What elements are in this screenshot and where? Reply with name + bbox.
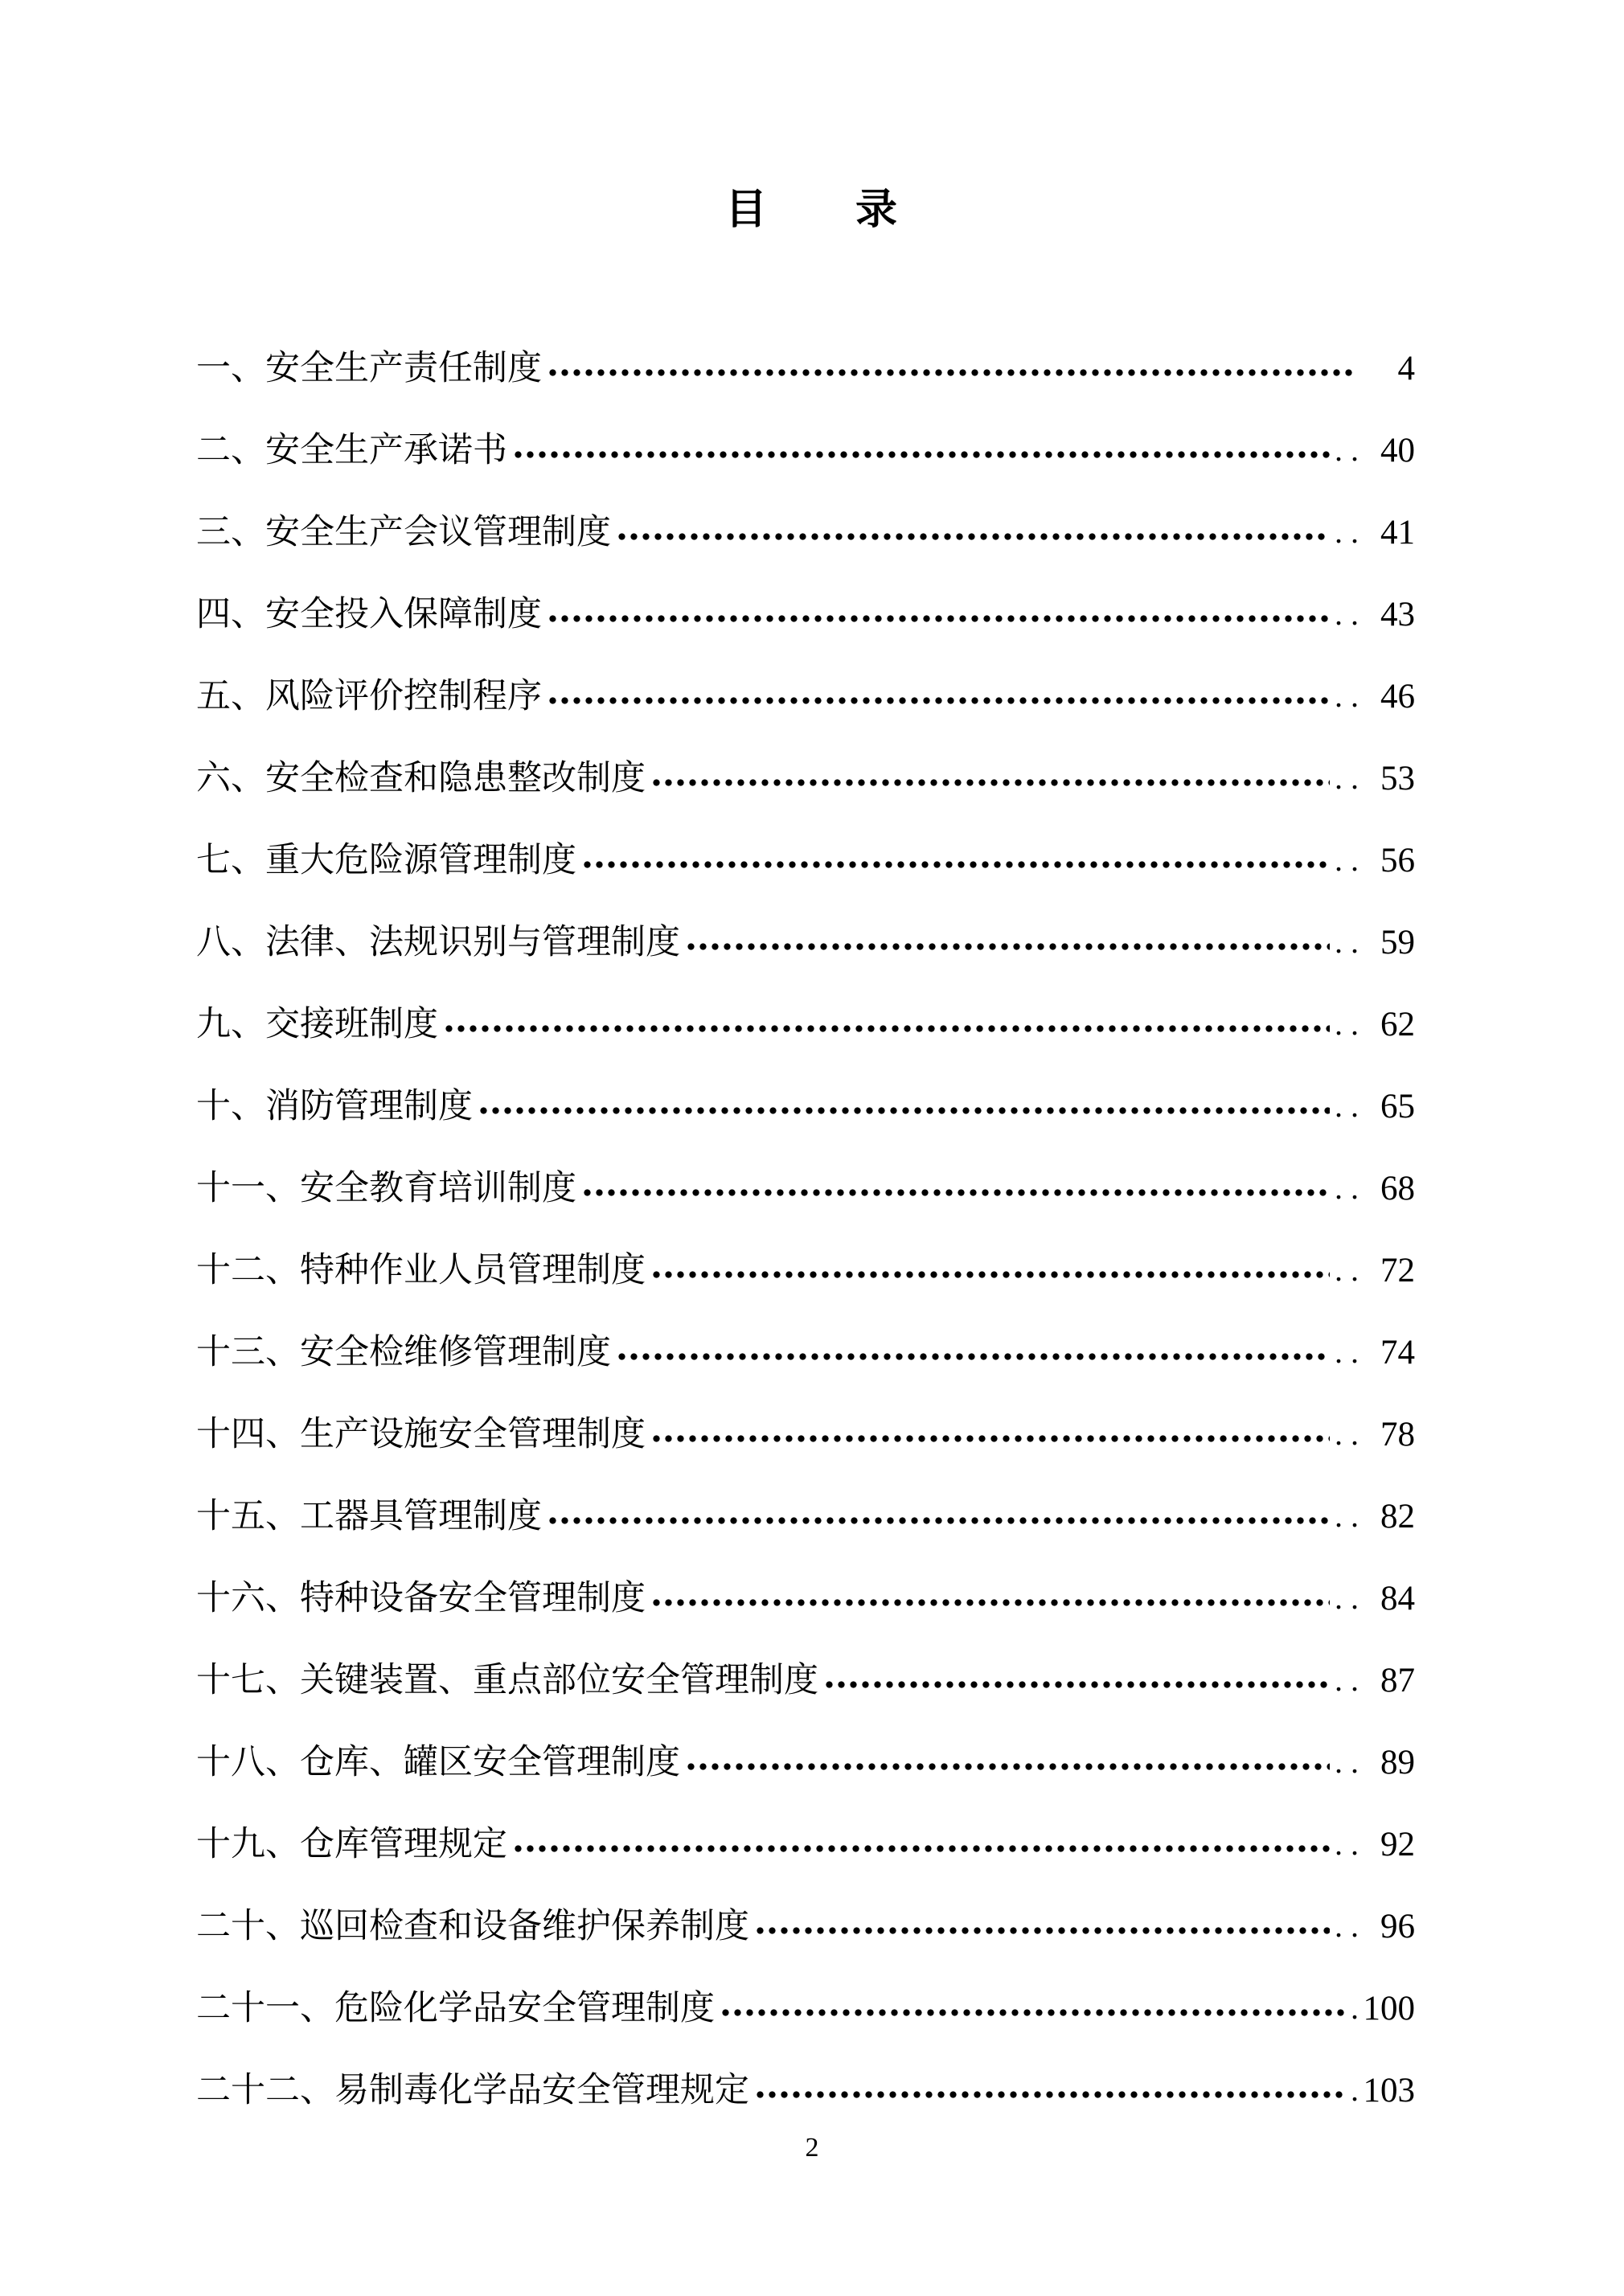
toc-entry-label[interactable]: 三、安全生产会议管理制度: [196, 513, 611, 551]
toc-suffix-dots: . .: [1335, 924, 1359, 960]
toc-suffix-dots: . .: [1335, 760, 1359, 796]
toc-page-number[interactable]: 43: [1380, 595, 1415, 633]
dot-leader: [616, 532, 1330, 541]
toc-entry-label[interactable]: 十七、关键装置、重点部位安全管理制度: [196, 1661, 818, 1699]
toc-entry-label[interactable]: 二、安全生产承诺书: [196, 431, 507, 469]
dot-leader: [650, 1598, 1330, 1607]
toc-page-number[interactable]: 65: [1380, 1087, 1415, 1125]
toc-row[interactable]: [196, 2049, 1415, 2131]
toc-entry-label[interactable]: 十六、特种设备安全管理制度: [196, 1579, 646, 1617]
dot-leader: [720, 2008, 1346, 2017]
toc-suffix-dots: . .: [1335, 1006, 1359, 1042]
toc-entry-label[interactable]: 二十二、易制毒化学品安全管理规定: [196, 2071, 749, 2109]
dot-leader: [512, 1844, 1330, 1853]
toc-suffix-dots: .: [1351, 1990, 1359, 2026]
toc-entry-label[interactable]: 十五、工器具管理制度: [196, 1497, 542, 1535]
toc-page-number[interactable]: 59: [1380, 923, 1415, 961]
dot-leader: [547, 1516, 1330, 1525]
toc-entry-label[interactable]: 九、交接班制度: [196, 1005, 438, 1043]
toc-page-number[interactable]: 100: [1363, 1989, 1415, 2027]
toc-entry-label[interactable]: 十八、仓库、罐区安全管理制度: [196, 1743, 680, 1781]
toc-row[interactable]: [196, 1065, 1415, 1147]
dot-leader: [650, 778, 1330, 787]
toc-page-number[interactable]: 72: [1380, 1251, 1415, 1289]
toc-suffix-dots: . .: [1335, 1252, 1359, 1288]
toc-suffix-dots: .: [1351, 2072, 1359, 2108]
toc-suffix-dots: . .: [1335, 842, 1359, 878]
toc-suffix-dots: . .: [1335, 1334, 1359, 1370]
toc-row[interactable]: [196, 1229, 1415, 1311]
toc-suffix-dots: . .: [1335, 1580, 1359, 1616]
toc-suffix-dots: . .: [1335, 596, 1359, 632]
dot-leader: [547, 614, 1330, 623]
toc-suffix-dots: . .: [1335, 1498, 1359, 1534]
dot-leader: [685, 942, 1330, 951]
toc-entry-label[interactable]: 十九、仓库管理规定: [196, 1825, 507, 1863]
dot-leader: [478, 1106, 1330, 1115]
toc-row[interactable]: [196, 327, 1415, 409]
toc-page-number[interactable]: 92: [1380, 1825, 1415, 1863]
toc-entry-label[interactable]: 五、风险评价控制程序: [196, 677, 542, 715]
toc-page-number[interactable]: 46: [1380, 677, 1415, 715]
toc-row[interactable]: [196, 1639, 1415, 1721]
toc-row[interactable]: [196, 1475, 1415, 1557]
toc-suffix-dots: . .: [1335, 1088, 1359, 1124]
dot-leader: [512, 450, 1330, 459]
toc-row[interactable]: [196, 901, 1415, 983]
toc-entry-label[interactable]: 二十、巡回检查和设备维护保养制度: [196, 1907, 749, 1945]
toc-entry-label[interactable]: 十、消防管理制度: [196, 1087, 473, 1125]
toc-row[interactable]: [196, 1311, 1415, 1393]
toc-page-number[interactable]: 40: [1380, 431, 1415, 469]
dot-leader: [650, 1434, 1330, 1443]
toc-entry-label[interactable]: 十三、安全检维修管理制度: [196, 1333, 611, 1371]
toc-row[interactable]: [196, 1967, 1415, 2049]
toc-row[interactable]: [196, 1147, 1415, 1229]
dot-leader: [685, 1762, 1330, 1771]
toc-page-number[interactable]: 84: [1380, 1579, 1415, 1617]
dot-leader: [443, 1024, 1330, 1033]
dot-leader: [823, 1680, 1330, 1689]
dot-leader: [547, 368, 1354, 377]
toc-suffix-dots: . .: [1335, 1744, 1359, 1780]
dot-leader: [581, 860, 1330, 869]
toc-suffix-dots: . .: [1335, 1908, 1359, 1944]
toc-entry-label[interactable]: 二十一、危险化学品安全管理制度: [196, 1989, 715, 2027]
toc-row[interactable]: [196, 1721, 1415, 1803]
toc-entry-label[interactable]: 十四、生产设施安全管理制度: [196, 1415, 646, 1453]
toc-row[interactable]: [196, 655, 1415, 737]
toc-suffix-dots: . .: [1335, 1826, 1359, 1862]
toc-row[interactable]: [196, 1803, 1415, 1885]
toc-entry-label[interactable]: 一、安全生产责任制度: [196, 349, 542, 387]
toc-suffix-dots: . .: [1335, 1416, 1359, 1452]
toc-page-number[interactable]: 103: [1363, 2071, 1415, 2109]
toc-suffix-dots: . .: [1335, 514, 1359, 550]
toc-row[interactable]: [196, 819, 1415, 901]
toc-entry-label[interactable]: 十一、安全教育培训制度: [196, 1169, 576, 1207]
toc-page-number[interactable]: 56: [1380, 841, 1415, 879]
toc-page-number[interactable]: 68: [1380, 1169, 1415, 1207]
dot-leader: [547, 696, 1330, 705]
toc-page-number[interactable]: 62: [1380, 1005, 1415, 1043]
table-of-contents: [196, 327, 1415, 2131]
toc-suffix-dots: . .: [1335, 678, 1359, 714]
toc-entry-label[interactable]: 四、安全投入保障制度: [196, 595, 542, 633]
toc-suffix-dots: . .: [1335, 1170, 1359, 1206]
dot-leader: [754, 1926, 1330, 1935]
toc-page-number[interactable]: 82: [1380, 1497, 1415, 1535]
toc-row[interactable]: [196, 1557, 1415, 1639]
toc-row[interactable]: [196, 983, 1415, 1065]
toc-row[interactable]: [196, 1393, 1415, 1475]
dot-leader: [616, 1352, 1330, 1361]
page-title: 目 录: [724, 187, 899, 233]
toc-entry-label[interactable]: 十二、特种作业人员管理制度: [196, 1251, 646, 1289]
toc-entry-label[interactable]: 六、安全检查和隐患整改制度: [196, 759, 646, 797]
toc-page-number[interactable]: 53: [1380, 759, 1415, 797]
toc-suffix-dots: . .: [1335, 1662, 1359, 1698]
toc-page-number[interactable]: 78: [1380, 1415, 1415, 1453]
toc-page-number[interactable]: 87: [1380, 1661, 1415, 1699]
toc-entry-label[interactable]: 七、重大危险源管理制度: [196, 841, 576, 879]
toc-page-number[interactable]: 41: [1380, 513, 1415, 551]
toc-entry-label[interactable]: 八、法律、法规识别与管理制度: [196, 923, 680, 961]
toc-row[interactable]: [196, 737, 1415, 819]
toc-page-number[interactable]: 4: [1397, 349, 1415, 387]
dot-leader: [581, 1188, 1330, 1197]
toc-row[interactable]: [196, 573, 1415, 655]
toc-row[interactable]: [196, 1885, 1415, 1967]
toc-suffix-dots: . .: [1335, 432, 1359, 468]
toc-row[interactable]: [196, 409, 1415, 491]
toc-page-number[interactable]: 96: [1380, 1907, 1415, 1945]
dot-leader: [650, 1270, 1330, 1279]
toc-page-number[interactable]: 89: [1380, 1743, 1415, 1781]
footer-page-number: 2: [805, 2133, 819, 2163]
toc-row[interactable]: [196, 491, 1415, 573]
dot-leader: [754, 2090, 1346, 2099]
toc-page-number[interactable]: 74: [1380, 1333, 1415, 1371]
